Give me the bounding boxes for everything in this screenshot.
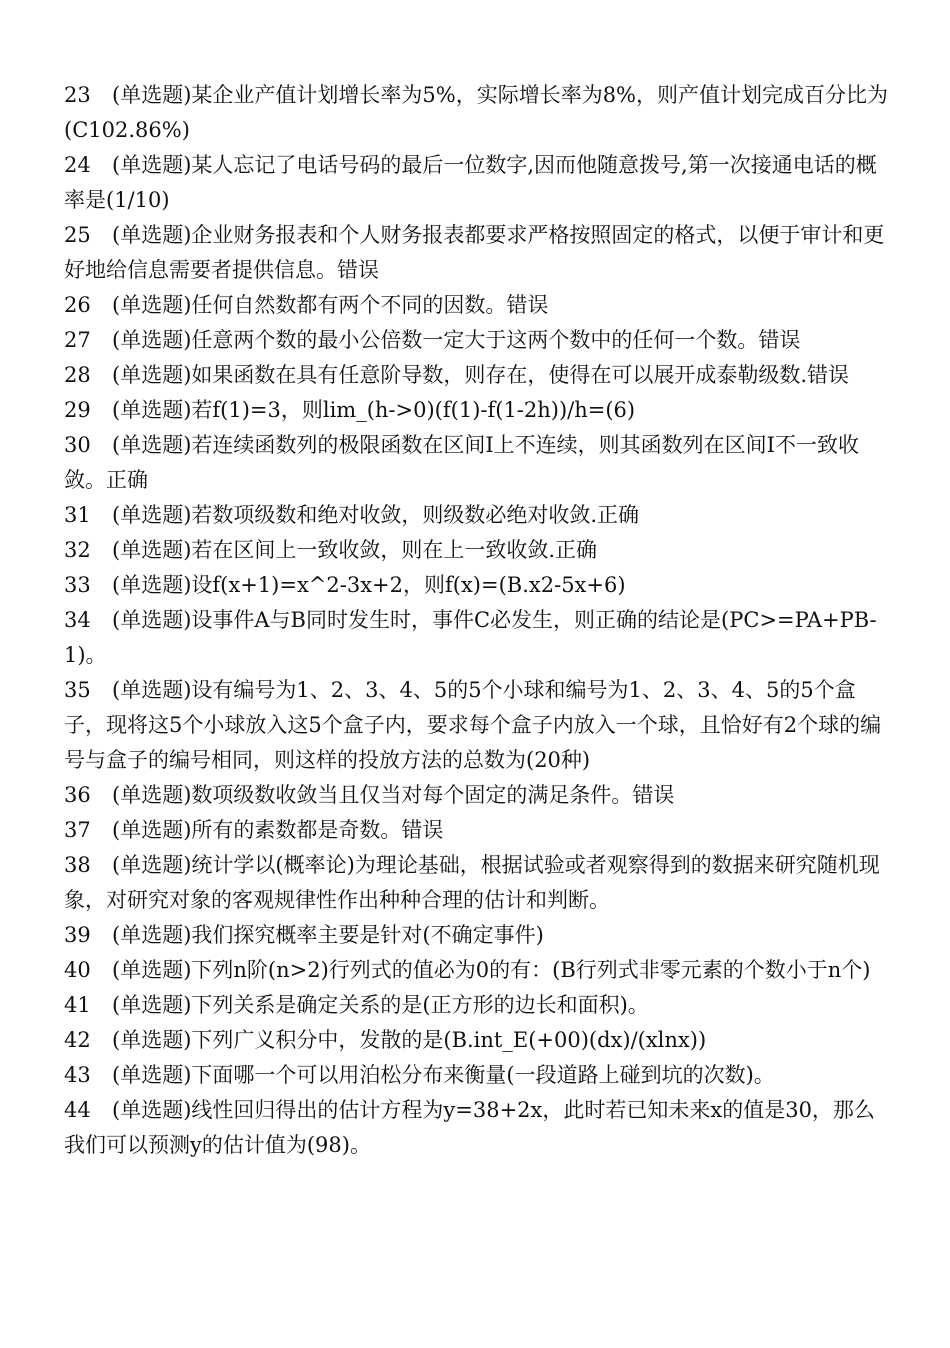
question-text: (单选题)下列关系是确定关系的是(正方形的边长和面积)。 (112, 993, 649, 1017)
question-item (64, 918, 890, 953)
question-number: 35 (64, 678, 91, 702)
question-item (64, 1093, 890, 1163)
question-text: (单选题)我们探究概率主要是针对(不确定事件) (112, 923, 544, 947)
question-text: (单选题)若在区间上一致收敛，则在上一致收敛.正确 (112, 538, 598, 562)
question-number: 39 (64, 923, 91, 947)
question-item (64, 568, 890, 603)
question-item (64, 533, 890, 568)
question-number: 34 (64, 608, 91, 632)
question-item (64, 673, 890, 778)
question-text: (单选题)若数项级数和绝对收敛，则级数必绝对收敛.正确 (112, 503, 640, 527)
question-item (64, 953, 890, 988)
question-number: 42 (64, 1028, 91, 1052)
question-text: (单选题)统计学以(概率论)为理论基础，根据试验或者观察得到的数据来研究随机现象，对研究对象的客观规律性作出种种合理的估计和判断。 (64, 853, 880, 912)
question-text: (单选题)所有的素数都是奇数。错误 (112, 818, 444, 842)
question-item (64, 218, 890, 288)
question-text: (单选题)线性回归得出的估计方程为y=38+2x，此时若已知未来x的值是30，那么我们可以预测y的估计值为(98)。 (64, 1098, 875, 1157)
question-list (64, 78, 890, 1163)
question-number: 27 (64, 328, 91, 352)
question-item (64, 288, 890, 323)
question-item (64, 1023, 890, 1058)
question-number: 24 (64, 153, 91, 177)
question-text: (单选题)若连续函数列的极限函数在区间I上不连续，则其函数列在区间I不一致收敛。正确 (64, 433, 859, 492)
question-text: (单选题)某人忘记了电话号码的最后一位数字,因而他随意拨号,第一次接通电话的概率是(1/10) (64, 153, 877, 212)
question-text: (单选题)某企业产值计划增长率为5%，实际增长率为8%，则产值计划完成百分比为(C102.86%) (64, 83, 889, 142)
question-number: 29 (64, 398, 91, 422)
question-number: 25 (64, 223, 91, 247)
question-number: 40 (64, 958, 91, 982)
question-number: 37 (64, 818, 91, 842)
question-text: (单选题)下列n阶(n>2)行列式的值必为0的有：(B行列式非零元素的个数小于n个) (112, 958, 871, 982)
question-number: 36 (64, 783, 91, 807)
question-number: 26 (64, 293, 91, 317)
question-item (64, 813, 890, 848)
question-number: 28 (64, 363, 91, 387)
question-number: 32 (64, 538, 91, 562)
question-number: 44 (64, 1098, 91, 1122)
question-number: 30 (64, 433, 91, 457)
question-number: 41 (64, 993, 91, 1017)
question-text: (单选题)设有编号为1、2、3、4、5的5个小球和编号为1、2、3、4、5的5个盒子，现将这5个小球放入这5个盒子内，要求每个盒子内放入一个球，且恰好有2个球的编号与盒子的编号相同，则这样的投放方法的总数为(20种) (64, 678, 882, 772)
question-item (64, 778, 890, 813)
question-item (64, 988, 890, 1023)
question-number: 38 (64, 853, 91, 877)
question-number: 33 (64, 573, 91, 597)
question-text: (单选题)设事件A与B同时发生时，事件C必发生，则正确的结论是(PC>=PA+PB-1)。 (64, 608, 877, 667)
question-text: (单选题)下面哪一个可以用泊松分布来衡量(一段道路上碰到坑的次数)。 (112, 1063, 775, 1087)
question-number: 31 (64, 503, 91, 527)
question-item (64, 428, 890, 498)
question-item (64, 1058, 890, 1093)
question-item (64, 848, 890, 918)
question-number: 43 (64, 1063, 91, 1087)
question-text: (单选题)数项级数收敛当且仅当对每个固定的满足条件。错误 (112, 783, 675, 807)
question-text: (单选题)企业财务报表和个人财务报表都要求严格按照固定的格式，以便于审计和更好地给信息需要者提供信息。错误 (64, 223, 885, 282)
question-item (64, 498, 890, 533)
question-number: 23 (64, 83, 91, 107)
question-text: (单选题)如果函数在具有任意阶导数，则存在，使得在可以展开成泰勒级数.错误 (112, 363, 850, 387)
question-text: (单选题)任何自然数都有两个不同的因数。错误 (112, 293, 549, 317)
question-text: (单选题)设f(x+1)=x^2-3x+2，则f(x)=(B.x2-5x+6) (112, 573, 626, 597)
question-item (64, 603, 890, 673)
question-item (64, 148, 890, 218)
question-item (64, 323, 890, 358)
question-item (64, 358, 890, 393)
question-item (64, 78, 890, 148)
question-text: (单选题)任意两个数的最小公倍数一定大于这两个数中的任何一个数。错误 (112, 328, 801, 352)
question-text: (单选题)若f(1)=3，则lim_(h->0)(f(1)-f(1-2h))/h=(6) (112, 398, 636, 422)
question-text: (单选题)下列广义积分中，发散的是(B.int_E(+00)(dx)/(xlnx)) (112, 1028, 707, 1052)
question-item (64, 393, 890, 428)
